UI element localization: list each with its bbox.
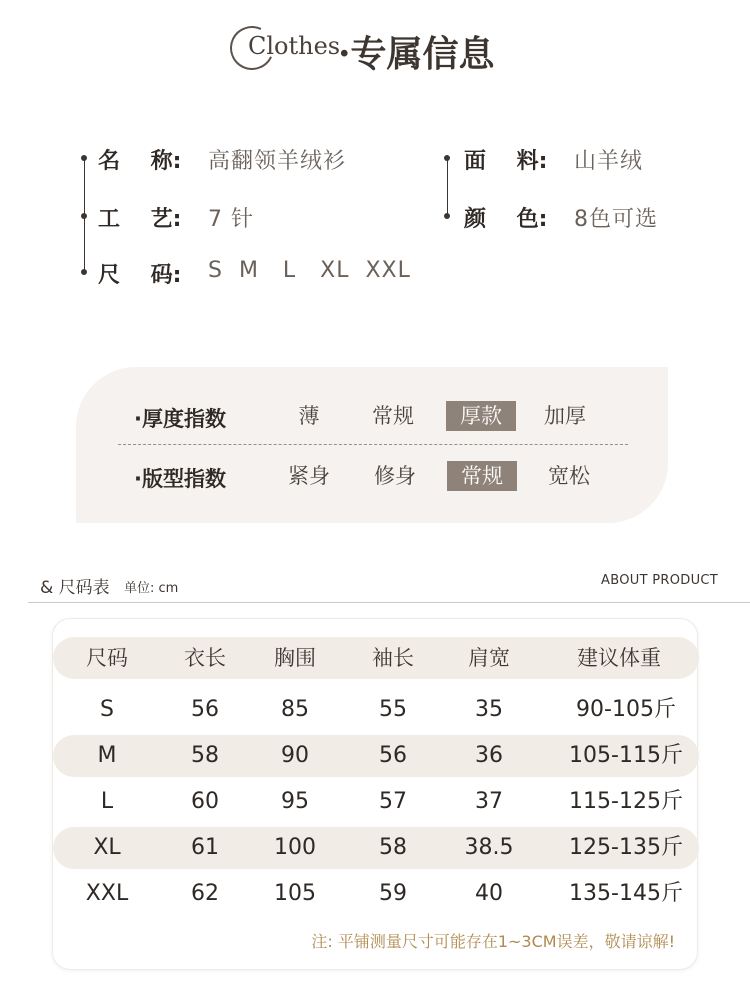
info-label-craft: 工 艺: xyxy=(98,207,182,232)
column-header: 肩宽 xyxy=(468,646,510,670)
info-right-line xyxy=(447,158,448,216)
table-cell: 38.5 xyxy=(464,835,514,860)
info-dot xyxy=(444,155,450,161)
info-dot xyxy=(81,213,87,219)
table-cell: 61 xyxy=(191,835,219,860)
size-chart-title: & 尺码表 xyxy=(40,578,110,598)
thickness-index-row xyxy=(76,399,668,439)
table-cell: 105 xyxy=(274,881,316,906)
product-info xyxy=(0,140,750,290)
column-header: 胸围 xyxy=(274,646,316,670)
info-value-size: S M L XL XXL xyxy=(208,258,411,283)
info-label-fabric: 面 料: xyxy=(464,149,548,174)
table-cell: 36 xyxy=(475,743,503,768)
table-cell: 57 xyxy=(379,789,407,814)
size-table xyxy=(52,618,698,970)
table-cell: 62 xyxy=(191,881,219,906)
table-cell: 37 xyxy=(475,789,503,814)
fit-option: 宽松 xyxy=(548,464,590,488)
table-cell: XXL xyxy=(85,881,129,906)
measurement-note: 注: 平铺测量尺寸可能存在1~3CM误差，敬请谅解! xyxy=(311,932,675,951)
table-cell: L xyxy=(100,789,114,814)
table-cell: 59 xyxy=(379,881,407,906)
info-label-size: 尺 码: xyxy=(98,263,182,288)
info-label-name: 名 称: xyxy=(98,149,182,174)
fit-option: 修身 xyxy=(374,464,416,488)
table-cell: 105-115斤 xyxy=(569,743,683,768)
table-cell: 115-125斤 xyxy=(569,789,683,814)
info-dot xyxy=(81,269,87,275)
table-cell: XL xyxy=(93,835,121,860)
size-chart-header xyxy=(0,570,750,604)
table-row xyxy=(53,827,699,869)
info-label-color: 颜 色: xyxy=(464,207,548,232)
table-cell: 55 xyxy=(379,697,407,722)
table-cell: 58 xyxy=(191,743,219,768)
table-header-row xyxy=(53,637,699,679)
table-row xyxy=(53,735,699,777)
fit-option: 常规 xyxy=(447,461,517,491)
table-row xyxy=(53,689,699,731)
table-cell: M xyxy=(97,743,117,768)
info-dot xyxy=(81,155,87,161)
table-cell: 60 xyxy=(191,789,219,814)
thickness-option: 厚款 xyxy=(446,401,516,431)
column-header: 衣长 xyxy=(184,646,226,670)
table-cell: 100 xyxy=(274,835,316,860)
fit-index-label: ·版型指数 xyxy=(134,467,226,491)
table-row xyxy=(53,873,699,915)
table-cell: 90-105斤 xyxy=(576,697,676,722)
info-dot xyxy=(444,213,450,219)
info-value-fabric: 山羊绒 xyxy=(574,149,644,174)
thickness-option: 薄 xyxy=(298,404,320,428)
column-header: 尺码 xyxy=(86,646,128,670)
table-cell: S xyxy=(100,697,114,722)
table-cell: 40 xyxy=(475,881,503,906)
about-product-label: ABOUT PRODUCT xyxy=(601,573,718,588)
table-cell: 35 xyxy=(475,697,503,722)
header-divider xyxy=(28,602,750,603)
thickness-index-label: ·厚度指数 xyxy=(134,407,226,431)
table-cell: 56 xyxy=(191,697,219,722)
table-cell: 56 xyxy=(379,743,407,768)
dashed-divider xyxy=(118,444,628,445)
table-cell: 90 xyxy=(281,743,309,768)
table-cell: 135-145斤 xyxy=(569,881,683,906)
brand-logo: Clothes xyxy=(248,32,341,60)
index-panel xyxy=(76,367,668,523)
fit-option: 紧身 xyxy=(288,464,330,488)
column-header: 建议体重 xyxy=(577,646,661,670)
info-value-color: 8色可选 xyxy=(574,207,658,232)
table-cell: 85 xyxy=(281,697,309,722)
size-chart-unit: 单位: cm xyxy=(124,581,179,596)
table-cell: 125-135斤 xyxy=(569,835,683,860)
page-header xyxy=(0,18,750,78)
fit-index-row xyxy=(76,459,668,499)
table-cell: 95 xyxy=(281,789,309,814)
info-value-craft: 7 针 xyxy=(208,207,254,232)
table-row xyxy=(53,781,699,823)
page-title: ·专属信息 xyxy=(338,33,495,75)
info-value-name: 高翻领羊绒衫 xyxy=(208,149,347,174)
thickness-option: 加厚 xyxy=(544,404,586,428)
column-header: 袖长 xyxy=(372,646,414,670)
table-cell: 58 xyxy=(379,835,407,860)
thickness-option: 常规 xyxy=(372,404,414,428)
